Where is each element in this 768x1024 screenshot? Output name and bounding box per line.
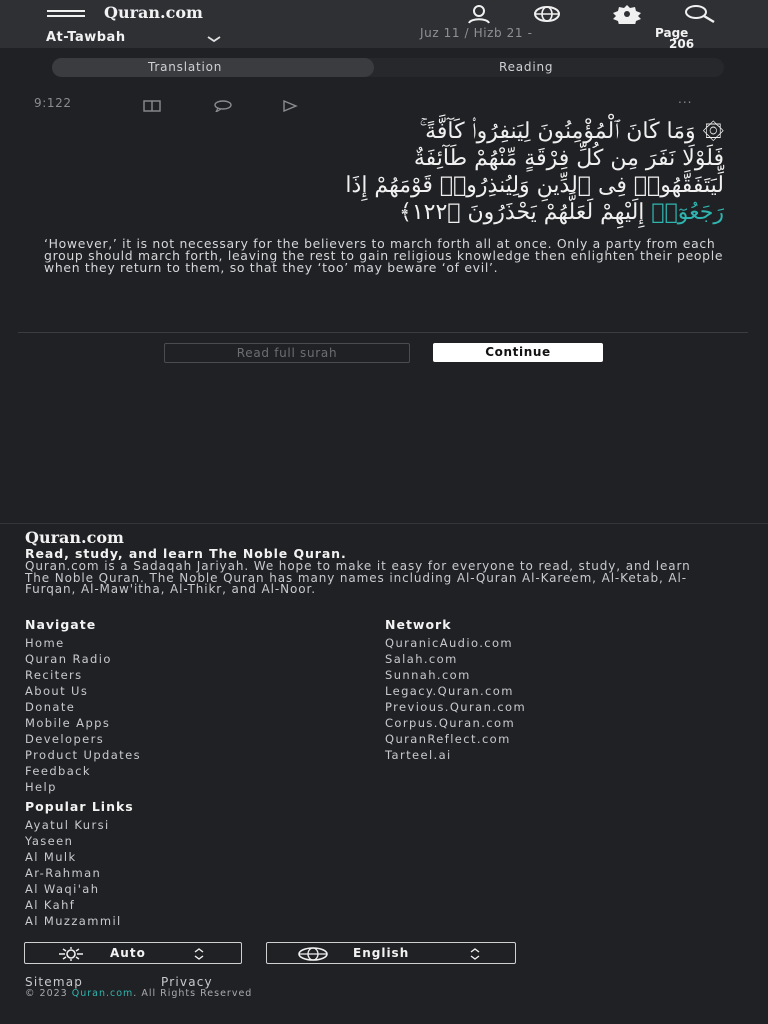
footer-link[interactable]: Al Mulk [25, 850, 77, 864]
up-down-chevron-icon [191, 946, 207, 965]
footer-link[interactable]: QuranReflect.com [385, 732, 511, 746]
footer-link[interactable]: Feedback [25, 764, 91, 778]
tab-reading[interactable]: Reading [499, 60, 554, 74]
footer-link[interactable]: Help [25, 780, 57, 794]
arabic-line: ۞ وَمَا كَانَ ٱلْمُؤْمِنُونَ لِيَنفِرُوا۟ كَآفَّةً ۚ [419, 119, 724, 144]
book-icon[interactable] [142, 97, 162, 116]
copyright-year: © 2023 [25, 988, 68, 999]
verse-key[interactable]: 9:122 [34, 96, 72, 110]
footer-link[interactable]: Al Muzzammil [25, 914, 122, 928]
top-navbar [0, 0, 768, 51]
footer-link[interactable]: About Us [25, 684, 89, 698]
reading-mode-toggle [52, 58, 724, 77]
footer-link[interactable]: Yaseen [25, 834, 74, 848]
theme-selector[interactable] [24, 942, 242, 964]
language-icon[interactable] [533, 4, 561, 28]
arabic-highlighted-word[interactable]: رَجَعُوٓا۟ [651, 200, 724, 225]
footer-logo[interactable]: Quran.com [25, 528, 124, 547]
continue-button[interactable]: Continue [433, 343, 603, 362]
play-icon[interactable] [280, 97, 300, 116]
footer-link[interactable]: Al Kahf [25, 898, 76, 912]
footer-link[interactable]: Ayatul Kursi [25, 818, 110, 832]
arabic-line: لِّيَتَفَقَّهُوا۟ فِى ٱلدِّينِ وَلِيُنذِرُوا۟ قَوْمَهُمْ إِذَا [345, 173, 724, 198]
footer-divider [0, 523, 768, 524]
footer-link[interactable]: Al Waqi'ah [25, 882, 100, 896]
tab-translation[interactable]: Translation [148, 60, 223, 74]
footer-tagline: Read, study, and learn The Noble Quran. [25, 546, 347, 561]
language-value: English [353, 946, 410, 960]
footer-link[interactable]: QuranicAudio.com [385, 636, 514, 650]
page-number: 206 [669, 37, 695, 51]
footer-link[interactable]: Mobile Apps [25, 716, 111, 730]
gear-icon[interactable] [609, 4, 645, 28]
footer-description: Quran.com is a Sadaqah Jariyah. We hope to make it easy for everyone to read, study, and learn The Noble Quran. The Noble Quran has many names including Al-Quran Al-Kareem, Al-Ketab, Al-Furqan, Al-Maw'itha, Al-Thikr, and Al-Noor. [25, 559, 691, 597]
globe-icon [293, 946, 333, 965]
footer-link[interactable]: Salah.com [385, 652, 458, 666]
popular-links [25, 817, 122, 929]
arabic-line-end: إِلَيْهِمْ لَعَلَّهُمْ يَحْذَرُونَ ﴿١٢٢﴾ [398, 200, 645, 225]
sun-icon [51, 946, 91, 965]
user-icon[interactable] [466, 4, 492, 28]
chevron-down-icon[interactable] [205, 30, 223, 49]
popular-links-heading: Popular Links [25, 799, 134, 814]
comment-icon[interactable] [212, 97, 234, 116]
footer-link[interactable]: Legacy.Quran.com [385, 684, 514, 698]
page-label: Page [655, 26, 689, 40]
language-selector[interactable] [266, 942, 516, 964]
network-links [385, 635, 526, 763]
menu-icon[interactable] [47, 10, 85, 20]
footer-link[interactable]: Quran Radio [25, 652, 112, 666]
verse-arabic-text [84, 118, 724, 226]
divider [18, 332, 748, 333]
sitemap-link[interactable]: Sitemap [25, 975, 84, 989]
site-logo[interactable]: Quran.com [104, 3, 203, 22]
footer-link[interactable]: Previous.Quran.com [385, 700, 527, 714]
footer-link[interactable]: Reciters [25, 668, 83, 682]
footer-link[interactable]: Product Updates [25, 748, 141, 762]
network-heading: Network [385, 617, 452, 632]
verse-translation: ‘However,’ it is not necessary for the believers to march forth all at once. Only a party from each group should march forth, leaving the rest to gain religious knowledge then enlighten their people when they return to them, so that they ‘too’ may beware ‘of evil’. [44, 236, 724, 275]
footer-link[interactable]: Developers [25, 732, 105, 746]
arabic-line [84, 199, 724, 226]
footer-link[interactable]: Sunnah.com [385, 668, 471, 682]
footer-link[interactable]: Ar-Rahman [25, 866, 102, 880]
arabic-line: فَلَوْلَا نَفَرَ مِن كُلِّ فِرْقَةٍ مِّنْهُمْ طَآئِفَةٌ [413, 146, 724, 171]
surah-selector[interactable]: At-Tawbah [46, 30, 126, 45]
copyright-suffix: . All Rights Reserved [133, 988, 253, 999]
copyright [25, 988, 252, 999]
footer-link[interactable]: Donate [25, 700, 76, 714]
copyright-link[interactable]: Quran.com [71, 988, 134, 999]
theme-value: Auto [110, 946, 146, 960]
footer-link[interactable]: Home [25, 636, 65, 650]
up-down-chevron-icon [467, 946, 483, 965]
juz-hizb-info: Juz 11 / Hizb 21 - [420, 26, 533, 40]
navigate-links [25, 635, 141, 795]
footer-link[interactable]: Tarteel.ai [385, 748, 452, 762]
footer-link[interactable]: Corpus.Quran.com [385, 716, 516, 730]
search-icon[interactable] [682, 4, 716, 28]
navigate-heading: Navigate [25, 617, 97, 632]
privacy-link[interactable]: Privacy [161, 975, 213, 989]
read-full-surah-button[interactable]: Read full surah [164, 343, 410, 363]
more-options-icon[interactable]: ... [678, 92, 693, 106]
